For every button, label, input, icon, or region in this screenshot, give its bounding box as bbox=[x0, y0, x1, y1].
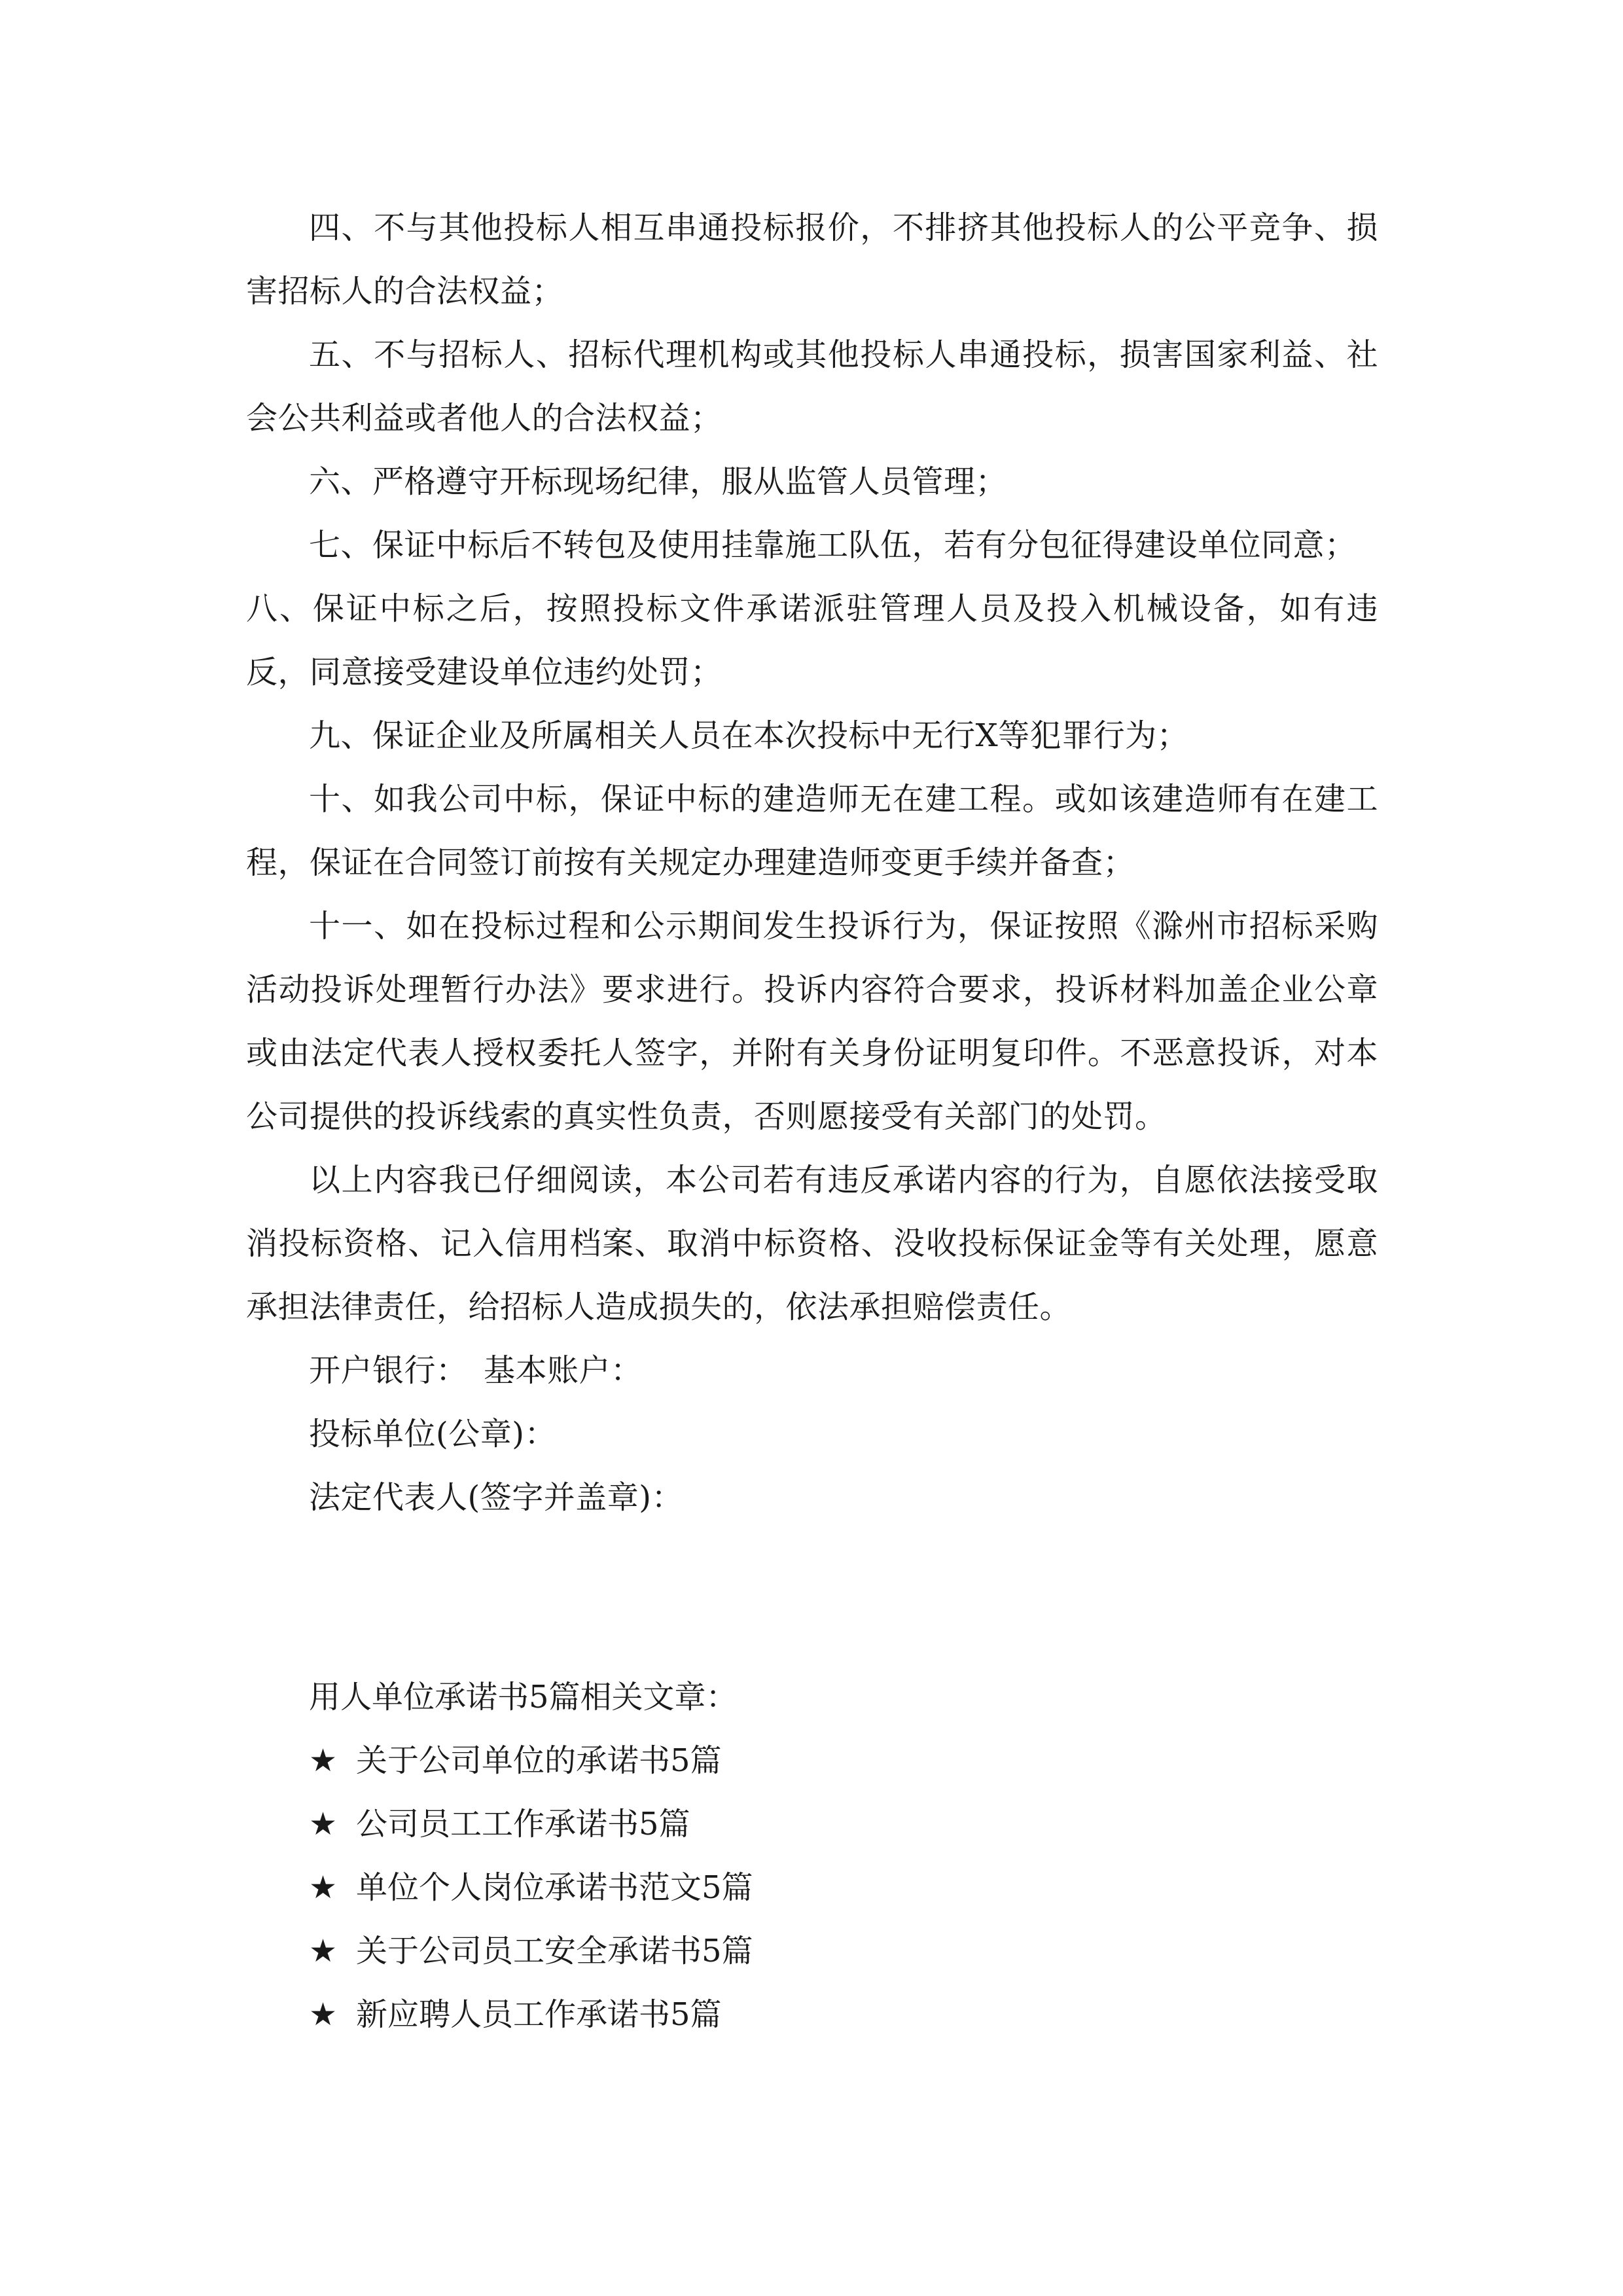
related-link-4[interactable] bbox=[246, 1920, 1378, 1983]
related-heading: 用人单位承诺书5篇相关文章： bbox=[309, 1679, 738, 1715]
related-link-5[interactable] bbox=[246, 1983, 1378, 2047]
commitment-body bbox=[246, 196, 1378, 1530]
star-icon: ★ bbox=[309, 1996, 338, 2033]
related-link-3[interactable] bbox=[246, 1856, 1378, 1920]
related-link-2[interactable] bbox=[246, 1793, 1378, 1856]
related-articles bbox=[246, 1666, 1378, 2047]
bidder-seal-line: 投标单位(公章)： bbox=[309, 1416, 556, 1452]
related-link-label: 单位个人岗位承诺书范文5篇 bbox=[356, 1869, 753, 1906]
star-icon: ★ bbox=[309, 1869, 338, 1906]
clause-11: 十一、如在投标过程和公示期间发生投诉行为，保证按照《滁州市招标采购活动投诉处理暂行办法》要求进行。投诉内容符合要求，投诉材料加盖企业公章或由法定代表人授权委托人签字，并附有关身份证明复印件。不恶意投诉，对本公司提供的投诉线索的真实性负责，否则愿接受有关部门的处罚。 bbox=[246, 908, 1378, 1135]
closing-statement: 以上内容我已仔细阅读，本公司若有违反承诺内容的行为，自愿依法接受取消投标资格、记入信用档案、取消中标资格、没收投标保证金等有关处理，愿意承担法律责任，给招标人造成损失的，依法承担赔偿责任。 bbox=[246, 1162, 1378, 1325]
clause-10: 十、如我公司中标，保证中标的建造师无在建工程。或如该建造师有在建工程，保证在合同签订前按有关规定办理建造师变更手续并备查； bbox=[246, 781, 1378, 881]
related-link-label: 公司员工工作承诺书5篇 bbox=[356, 1806, 690, 1842]
related-list bbox=[246, 1729, 1378, 2047]
related-link-label: 新应聘人员工作承诺书5篇 bbox=[356, 1996, 722, 2033]
clause-5: 五、不与招标人、招标代理机构或其他投标人串通投标，损害国家利益、社会公共利益或者他人的合法权益； bbox=[246, 336, 1378, 437]
clause-4: 四、不与其他投标人相互串通投标报价，不排挤其他投标人的公平竞争、损害招标人的合法权益； bbox=[246, 209, 1378, 310]
star-icon: ★ bbox=[309, 1742, 338, 1779]
star-icon: ★ bbox=[309, 1806, 338, 1842]
clause-9: 九、保证企业及所属相关人员在本次投标中无行X等犯罪行为； bbox=[309, 717, 1189, 754]
legal-representative-line: 法定代表人(签字并盖章)： bbox=[309, 1479, 683, 1516]
star-icon: ★ bbox=[309, 1933, 338, 1969]
clause-8: 八、保证中标之后，按照投标文件承诺派驻管理人员及投入机械设备，如有违反，同意接受建设单位违约处罚； bbox=[246, 590, 1378, 691]
bank-account-line: 开户银行： 基本账户： bbox=[309, 1352, 643, 1389]
related-link-label: 关于公司员工安全承诺书5篇 bbox=[356, 1933, 753, 1969]
related-link-1[interactable] bbox=[246, 1729, 1378, 1793]
clause-7: 七、保证中标后不转包及使用挂靠施工队伍，若有分包征得建设单位同意； bbox=[309, 527, 1357, 564]
clause-6: 六、严格遵守开标现场纪律，服从监管人员管理； bbox=[309, 463, 1008, 500]
related-link-label: 关于公司单位的承诺书5篇 bbox=[356, 1742, 722, 1779]
